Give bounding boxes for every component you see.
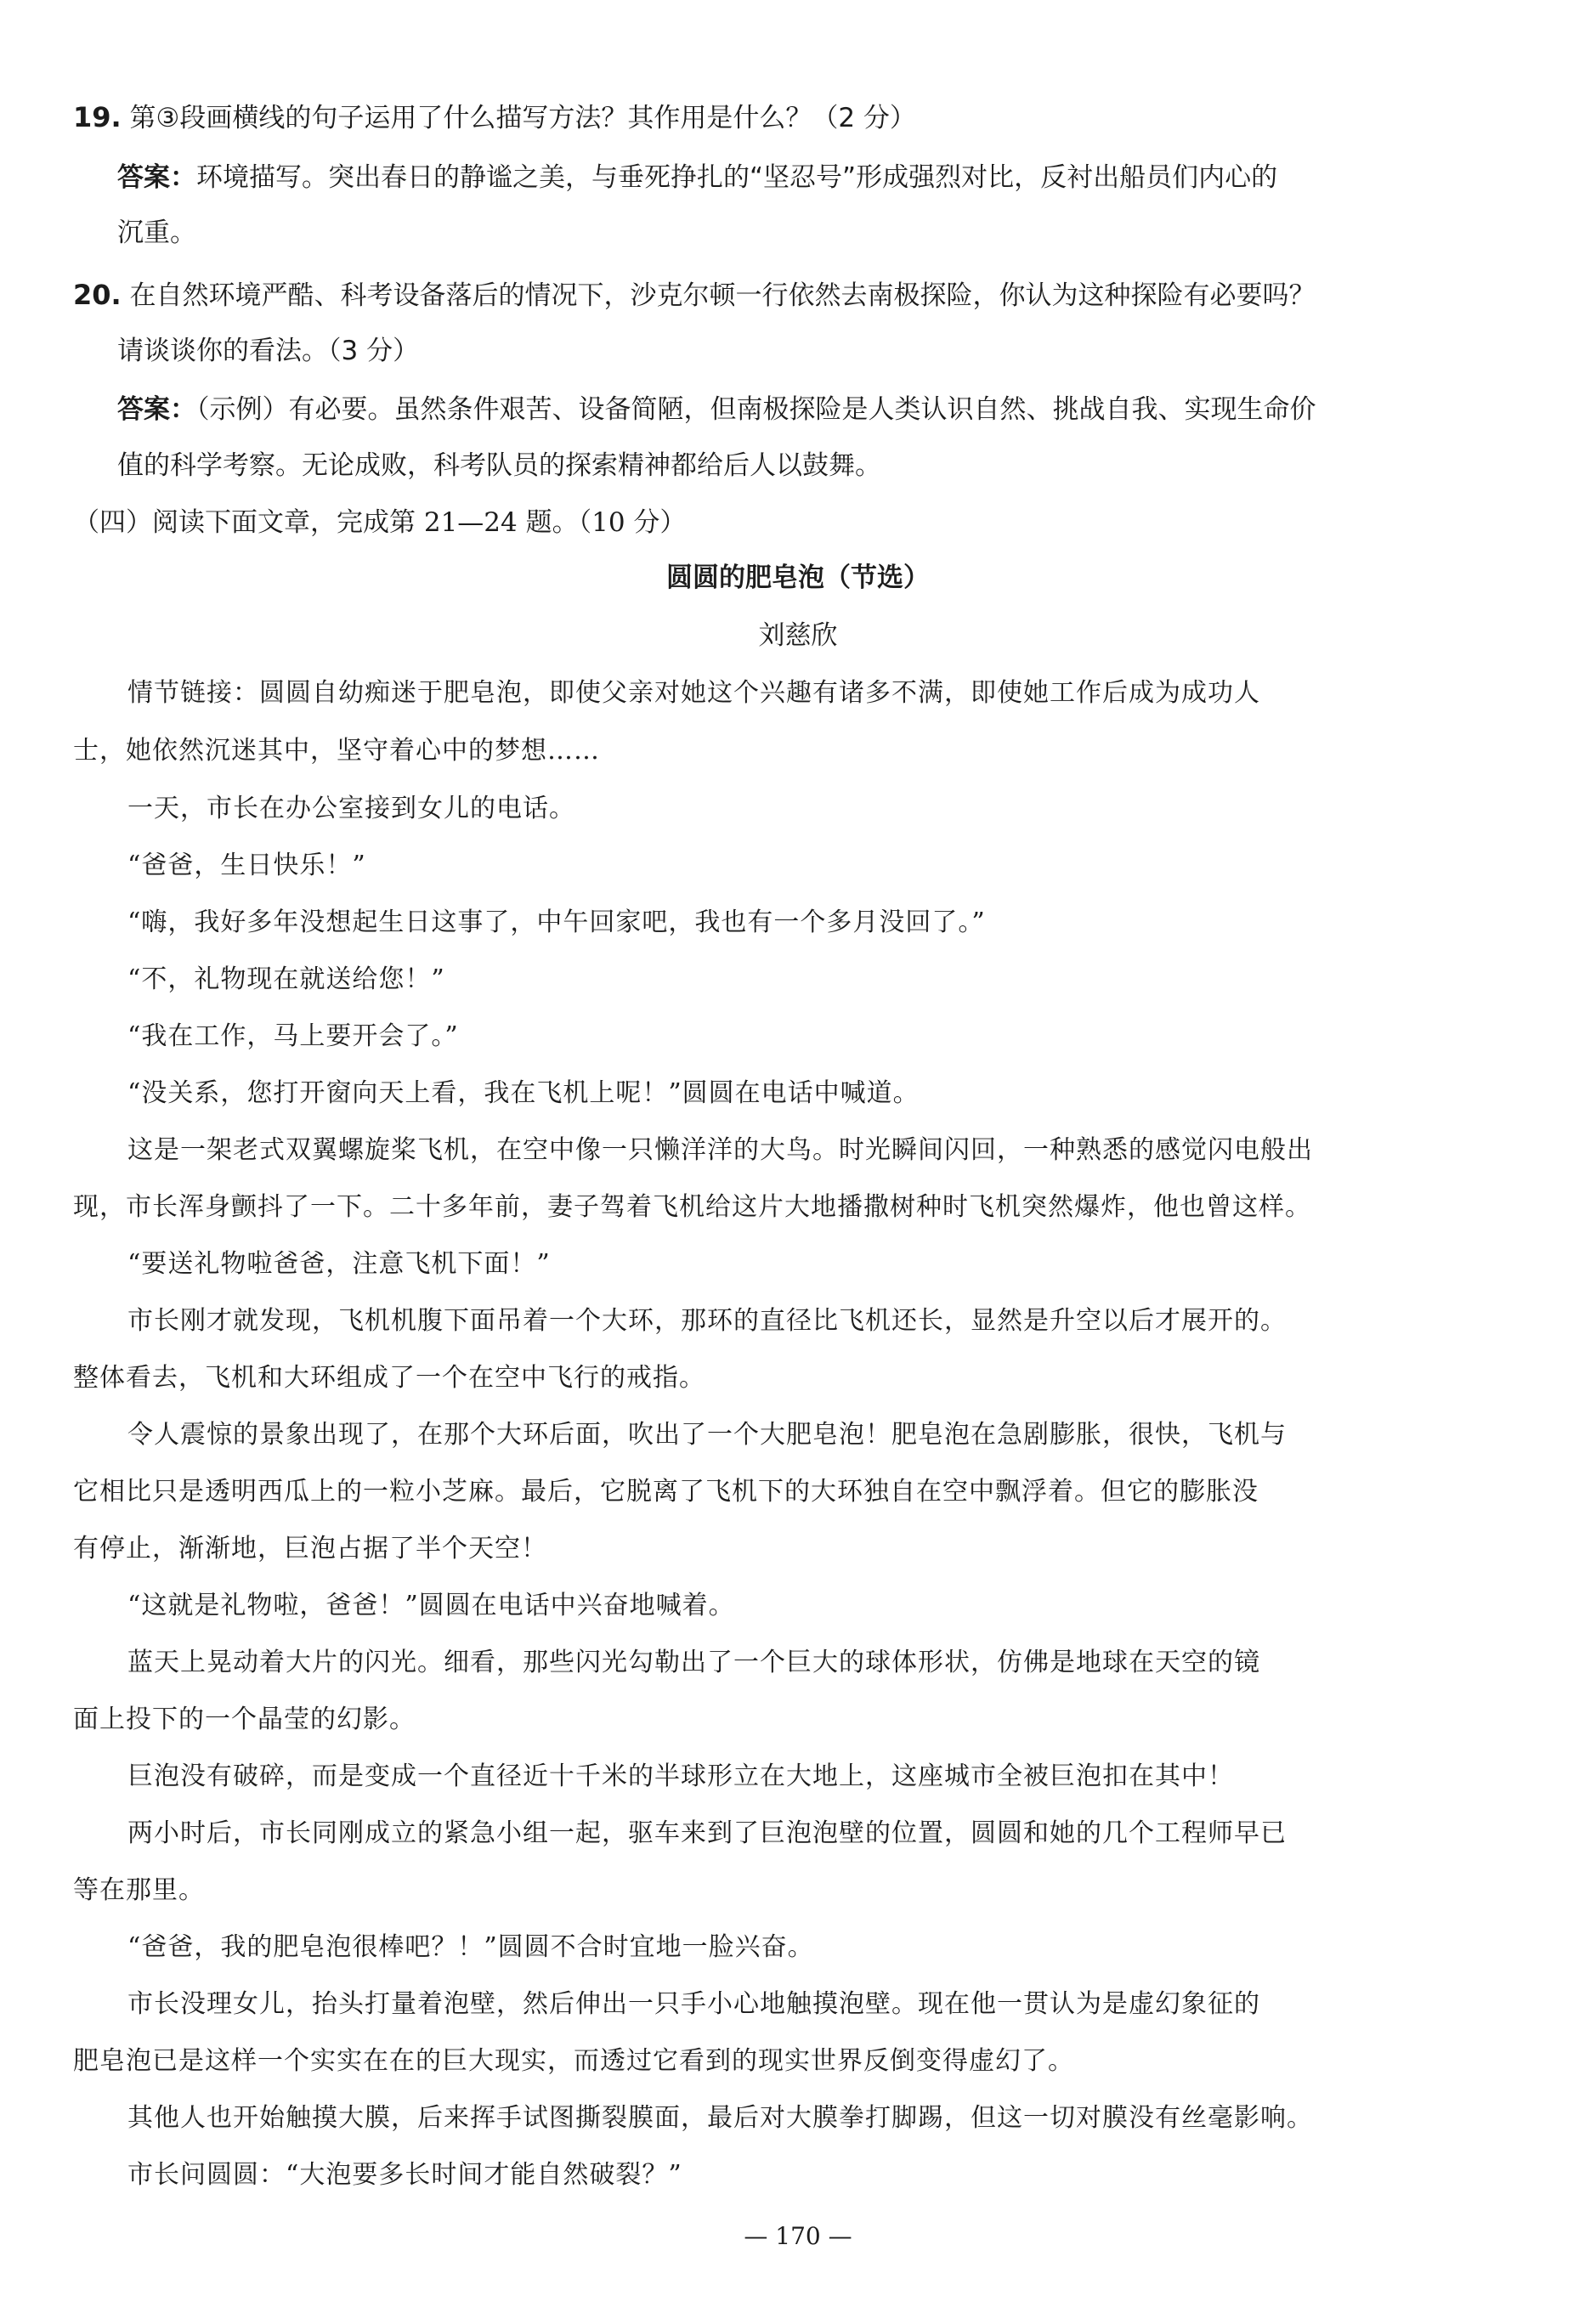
story-line: 等在那里。 (73, 1875, 205, 1905)
story-line: “不，礼物现在就送给您！” (127, 964, 445, 994)
story-line: “爸爸，生日快乐！” (127, 851, 366, 880)
answer-label: 答案： (117, 162, 196, 193)
answer-19-line-2: 沉重。 (117, 218, 196, 248)
answer-text: （示例）有必要。虽然条件艰苦、设备简陋，但南极探险是人类认识自然、挑战自我、实现生命价 (196, 394, 1316, 425)
article-title: 圆圆的肥皂泡（节选） (666, 563, 930, 593)
story-line: 它相比只是透明西瓜上的一粒小芝麻。最后，它脱离了飞机下的大环独自在空中飘浮着。但它的膨胀没 (73, 1477, 1259, 1507)
story-line: 令人震惊的景象出现了，在那个大环后面，吹出了一个大肥皂泡！肥皂泡在急剧膨胀，很快，飞机与 (127, 1420, 1287, 1450)
story-line: 市长刚才就发现，飞机机腹下面吊着一个大环，那环的直径比飞机还长，显然是升空以后才展开的。 (127, 1306, 1287, 1336)
story-line: “嗨，我好多年没想起生日这事了，中午回家吧，我也有一个多月没回了。” (127, 908, 986, 937)
article-author: 刘慈欣 (758, 620, 838, 651)
story-line: 有停止，渐渐地，巨泡占据了半个天空！ (73, 1534, 547, 1563)
story-line: 现，市长浑身颤抖了一下。二十多年前，妻子驾着飞机给这片大地播撒树种时飞机突然爆炸，他也曾这样。 (73, 1192, 1311, 1222)
question-text: 在自然环境严酷、科考设备落后的情况下，沙克尔顿一行依然去南极探险，你认为这种探险有必要吗？ (129, 280, 1316, 311)
question-20-line-2: 请谈谈你的看法。（3 分） (117, 336, 420, 366)
question-number: 19. (73, 101, 122, 133)
question-20 (73, 278, 1316, 313)
question-text: 第③段画横线的句子运用了什么描写方法？其作用是什么？（2 分） (129, 103, 916, 133)
answer-19-line-1 (117, 161, 1277, 195)
section-heading: （四）阅读下面文章，完成第 21—24 题。（10 分） (73, 507, 687, 538)
story-line: 巨泡没有破碎，而是变成一个直径近十千米的半球形立在大地上，这座城市全被巨泡扣在其中！ (127, 1761, 1234, 1791)
story-line: “要送礼物啦爸爸，注意飞机下面！” (127, 1249, 551, 1279)
page-number: — 170 — (744, 2222, 852, 2250)
answer-20-line-1 (117, 393, 1316, 427)
story-line: 情节链接：圆圆自幼痴迷于肥皂泡，即使父亲对她这个兴趣有诸多不满，即使她工作后成为成功人 (127, 678, 1260, 708)
story-line: 面上投下的一个晶莹的幻影。 (73, 1705, 416, 1734)
story-line: 肥皂泡已是这样一个实实在在的巨大现实，而透过它看到的现实世界反倒变得虚幻了。 (73, 2046, 1074, 2076)
story-line: 其他人也开始触摸大膜，后来挥手试图撕裂膜面，最后对大膜拳打脚踢，但这一切对膜没有丝毫影响。 (127, 2103, 1313, 2133)
answer-text: 环境描写。突出春日的静谧之美，与垂死挣扎的“坚忍号”形成强烈对比，反衬出船员们内心的 (196, 162, 1278, 193)
answer-20-line-2: 值的科学考察。无论成败，科考队员的探索精神都给后人以鼓舞。 (117, 450, 881, 481)
story-line: 两小时后，市长同刚成立的紧急小组一起，驱车来到了巨泡泡壁的位置，圆圆和她的几个工程师早已 (127, 1818, 1287, 1848)
story-line: 整体看去，飞机和大环组成了一个在空中飞行的戒指。 (73, 1363, 705, 1393)
story-line: “这就是礼物啦，爸爸！”圆圆在电话中兴奋地喊着。 (127, 1591, 735, 1620)
story-line: “没关系，您打开窗向天上看，我在飞机上呢！”圆圆在电话中喊道。 (127, 1078, 920, 1108)
question-19 (73, 100, 916, 135)
story-line: 这是一架老式双翼螺旋桨飞机，在空中像一只懒洋洋的大鸟。时光瞬间闪回，一种熟悉的感觉闪电般出 (127, 1135, 1313, 1165)
story-line: 蓝天上晃动着大片的闪光。细看，那些闪光勾勒出了一个巨大的球体形状，仿佛是地球在天空的镜 (127, 1648, 1260, 1677)
story-line: 士，她依然沉迷其中，坚守着心中的梦想…… (73, 736, 600, 766)
story-line: “爸爸，我的肥皂泡很棒吧？！”圆圆不合时宜地一脸兴奋。 (127, 1932, 814, 1962)
question-number: 20. (73, 279, 122, 311)
story-line: “我在工作，马上要开会了。” (127, 1021, 459, 1051)
story-line: 一天，市长在办公室接到女儿的电话。 (127, 794, 575, 823)
answer-label: 答案： (117, 394, 196, 425)
story-line: 市长问圆圆：“大泡要多长时间才能自然破裂？” (127, 2160, 682, 2190)
story-line: 市长没理女儿，抬头打量着泡壁，然后伸出一只手小心地触摸泡壁。现在他一贯认为是虚幻象征的 (127, 1989, 1260, 2019)
